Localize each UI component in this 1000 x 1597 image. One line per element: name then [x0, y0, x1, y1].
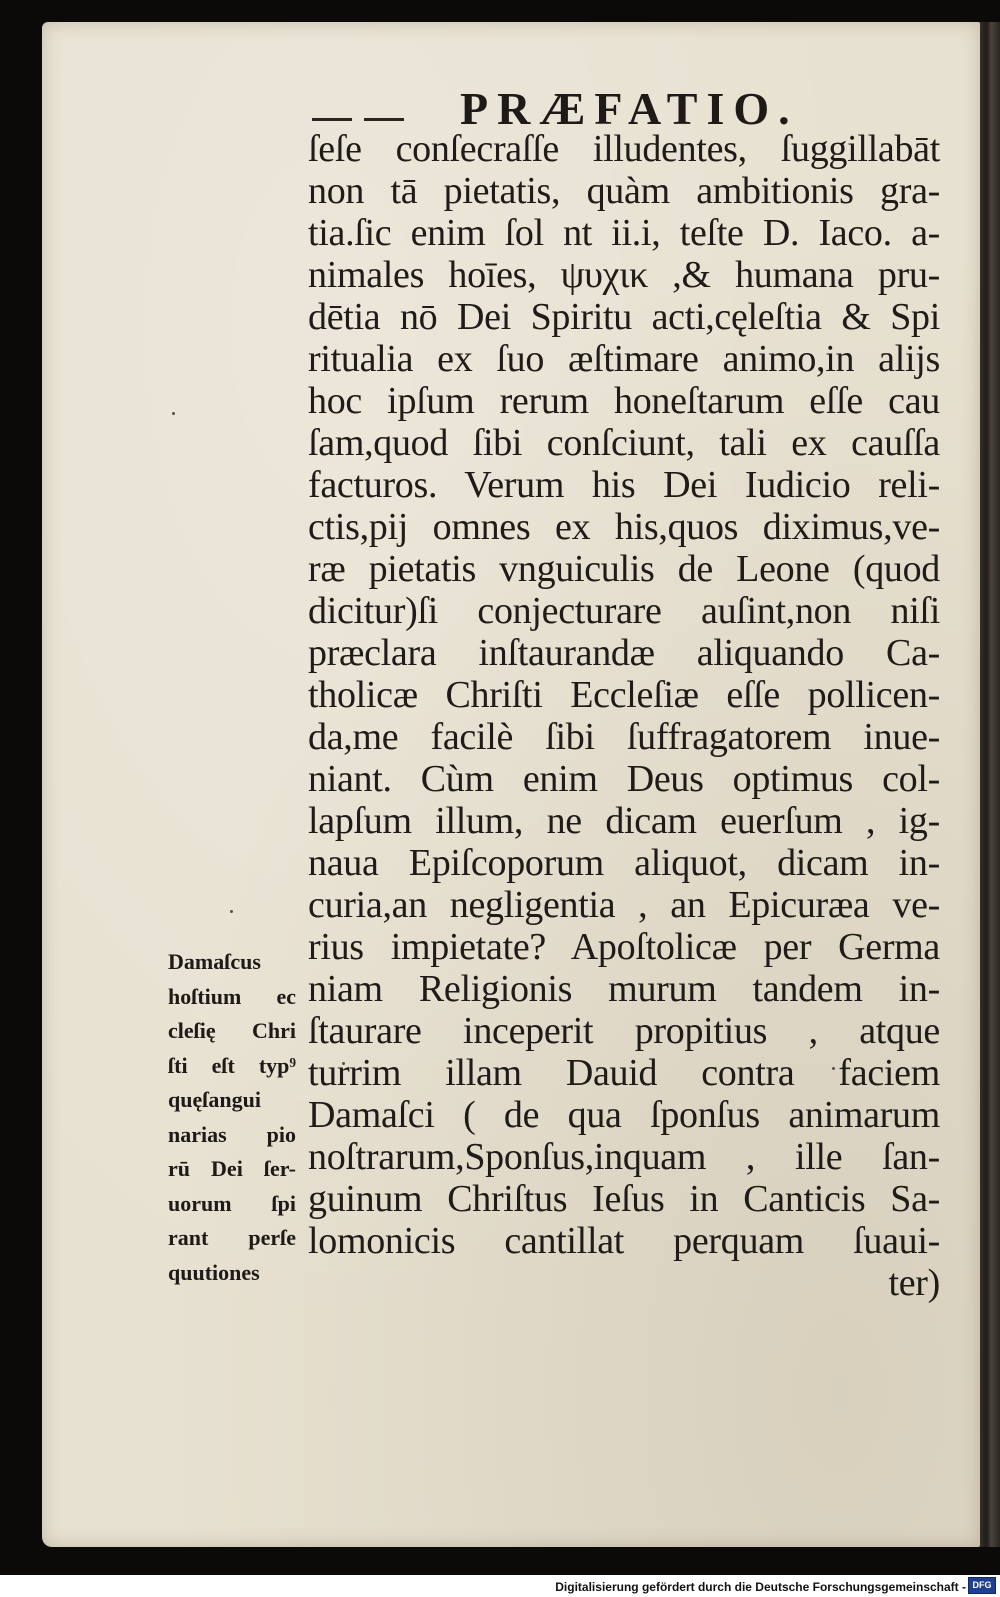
main-text-block [308, 128, 940, 1304]
text-line: dicitur)ſi conjecturare auſint,non niſi [308, 590, 940, 632]
text-line: lapſum illum, ne dicam euerſum , ig- [308, 800, 940, 842]
margin-note-line: quutiones [168, 1259, 260, 1285]
text-line: rius impietate? Apoſtolicæ per Germa [308, 926, 940, 968]
text-line: lomonicis cantillat perquam ſuaui- [308, 1220, 940, 1262]
text-line: facturos. Verum his Dei Iudicio reli- [308, 464, 940, 506]
margin-note-line: quęſangui [168, 1087, 261, 1112]
text-line: niant. Cùm enim Deus optimus col- [308, 758, 940, 800]
text-line: Damaſci ( de qua ſponſus animarum [308, 1094, 940, 1136]
margin-note-line: uorum ſpi [168, 1190, 296, 1216]
digitization-footer [0, 1575, 1000, 1597]
text-line: tholicæ Chriſti Eccleſiæ eſſe pollicen- [308, 674, 940, 716]
text-line: niam Religionis murum tandem in- [308, 968, 940, 1010]
margin-note-line: cleſię Chri [168, 1018, 296, 1043]
text-line: tia.ſic enim ſol nt ii.i, teſte D. Iaco. a- [308, 212, 940, 254]
paper-speck [230, 910, 233, 913]
text-line: ſtaurare inceperit propitius , atque [308, 1010, 940, 1052]
margin-note-line: Damaſcus [168, 949, 261, 974]
text-line: præclara inſtaurandæ aliquando Ca- [308, 632, 940, 674]
text-line: non tā pietatis, quàm ambitionis gra- [308, 170, 940, 212]
text-line: ctis,pij omnes ex his,quos diximus,ve- [308, 506, 940, 548]
running-head: PRÆFATIO. [460, 83, 799, 134]
margin-note-line: narias pio [168, 1121, 296, 1147]
margin-note-line: hoſtium ec [168, 983, 296, 1009]
text-line: naua Epiſcoporum aliquot, dicam in- [308, 842, 940, 884]
text-line: guinum Chriſtus Ieſus in Canticis Sa- [308, 1178, 940, 1220]
margin-note-line: rū Dei ſer- [168, 1156, 296, 1181]
text-line: ter) [888, 1262, 940, 1304]
text-line: ræ pietatis vnguiculis de Leone (quod [308, 548, 940, 590]
text-line: dētia nō Dei Spiritu acti,cęleſtia & Spi [308, 296, 940, 338]
margin-note-line: rant perſe [168, 1225, 296, 1250]
text-line: curia,an negligentia , an Epicuræa ve- [308, 884, 940, 926]
dfg-logo: DFG [968, 1577, 996, 1594]
text-line: noſtrarum,Sponſus,inquam , ille ſan- [308, 1136, 940, 1178]
paper-speck [172, 412, 175, 415]
page-fore-edge [978, 22, 1000, 1547]
text-line: turrim illam Dauid contra faciem [308, 1052, 940, 1094]
text-line: da,me facilè ſibi ſuffragatorem inue- [308, 716, 940, 758]
text-line: ſam,quod ſibi conſciunt, tali ex cauſſa [308, 422, 940, 464]
funding-credit: Digitalisierung gefördert durch die Deutsche Forschungsgemeinschaft - [555, 1580, 966, 1594]
text-line: ritualia ex ſuo æſtimare animo,in alijs [308, 338, 940, 380]
header-rule-marks [312, 118, 407, 122]
margin-note-line: ſti eſt typ⁹ [168, 1052, 296, 1078]
text-line: ſeſe conſecraſſe illudentes, ſuggillabāt [308, 128, 940, 170]
text-line: hoc ipſum rerum honeſtarum eſſe cau [308, 380, 940, 422]
text-line: nimales hoīes, ψυχικ ,& humana pru- [308, 254, 940, 296]
marginal-note [168, 945, 296, 1290]
